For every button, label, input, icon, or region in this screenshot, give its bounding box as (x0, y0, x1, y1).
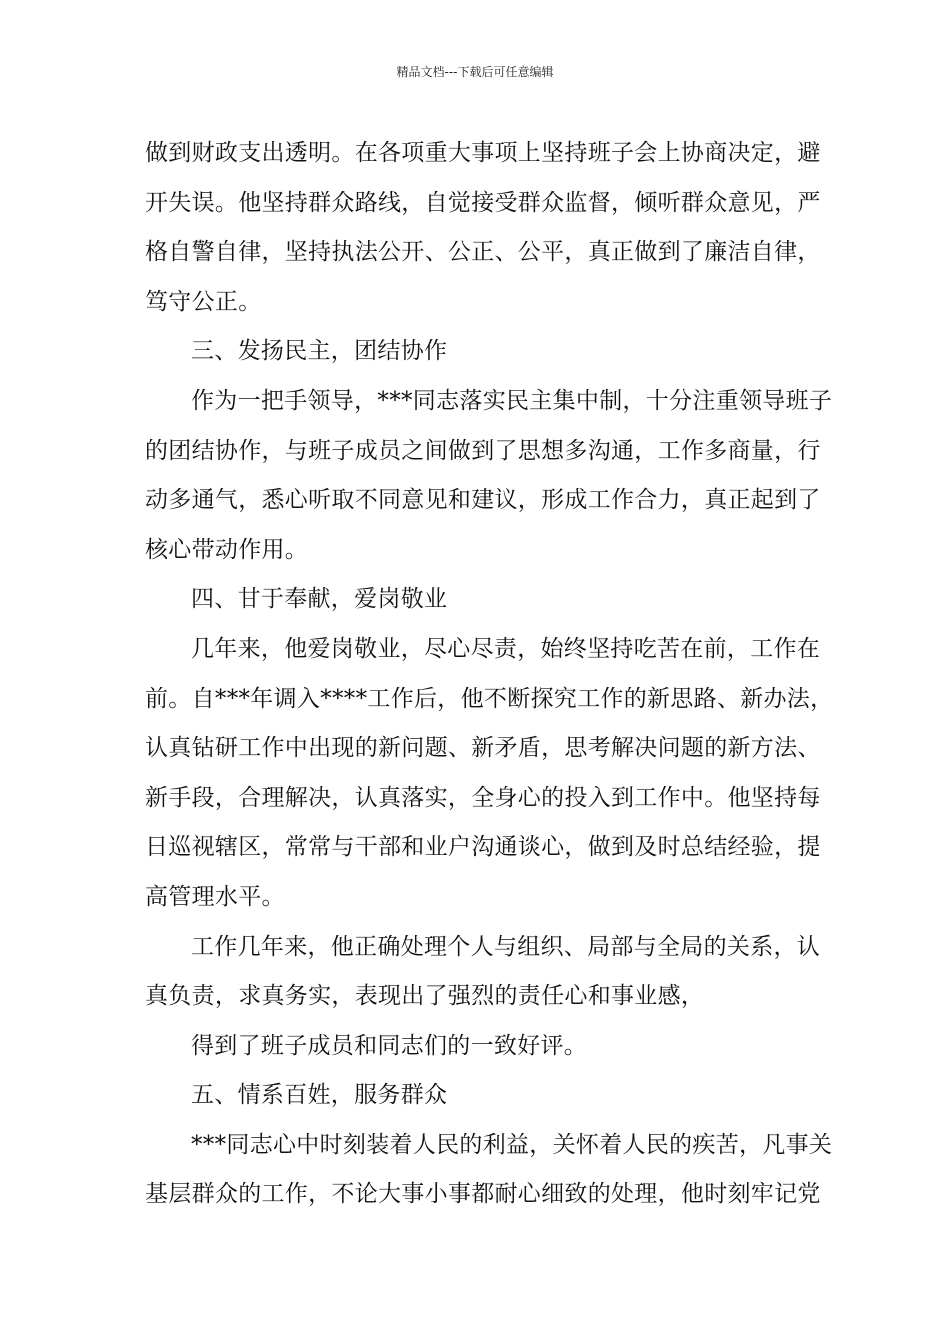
paragraph (145, 923, 821, 1022)
text-line: 认真钻研工作中出现的新问题、新矛盾，思考解决问题的新方法、 (145, 735, 821, 762)
text-line: 前。自***年调入****工作后，他不断探究工作的新思路、新办法， (145, 685, 834, 712)
text-line: 笃守公正。 (145, 288, 262, 315)
text-line: 高管理水平。 (145, 883, 285, 910)
section-heading (145, 575, 809, 625)
section-heading (145, 327, 809, 377)
text-line: 得到了班子成员和同志们的一致好评。 (191, 1032, 588, 1059)
text-line: 基层群众的工作，不论大事小事都耐心细致的处理，他时刻牢记党 (145, 1181, 821, 1208)
text-line: 的团结协作，与班子成员之间做到了思想多沟通，工作多商量，行 (145, 437, 821, 464)
text-line: 核心带动作用。 (145, 536, 309, 563)
text-line: 三、发扬民主，团结协作 (191, 338, 448, 365)
text-line: 五、情系百姓，服务群众 (191, 1082, 448, 1109)
text-line: 几年来，他爱岗敬业，尽心尽责，始终坚持吃苦在前，工作在 (191, 635, 821, 662)
text-line: 工作几年来，他正确处理个人与组织、局部与全局的关系，认 (191, 933, 821, 960)
text-line: 做到财政支出透明。在各项重大事项上坚持班子会上协商决定，避 (145, 140, 821, 166)
text-line: 真负责，求真务实，表现出了强烈的责任心和事业感， (145, 983, 705, 1010)
paragraph (145, 1022, 809, 1072)
text-line: 格自警自律，坚持执法公开、公正、公平，真正做到了廉洁自律， (145, 239, 821, 266)
section-heading (145, 1071, 809, 1121)
page-header: 精品文档---下载后可任意编辑 (396, 65, 554, 79)
paragraph (145, 625, 834, 923)
paragraph (145, 129, 821, 327)
text-line: 开失误。他坚持群众路线，自觉接受群众监督，倾听群众意见，严 (145, 189, 821, 216)
text-line: 四、甘于奉献，爱岗敬业 (191, 586, 448, 613)
text-line: 新手段，合理解决，认真落实，全身心的投入到工作中。他坚持每 (145, 784, 821, 811)
paragraph (145, 377, 833, 575)
text-line: ***同志心中时刻装着人民的利益，关怀着人民的疾苦，凡事关 (191, 1131, 833, 1158)
text-line: 作为一把手领导，***同志落实民主集中制，十分注重领导班子 (191, 387, 833, 414)
document-body (145, 129, 834, 1220)
text-line: 日巡视辖区，常常与干部和业户沟通谈心，做到及时总结经验，提 (145, 834, 821, 861)
text-line: 动多通气，悉心听取不同意见和建议，形成工作合力，真正起到了 (145, 487, 821, 514)
paragraph (145, 1121, 833, 1220)
